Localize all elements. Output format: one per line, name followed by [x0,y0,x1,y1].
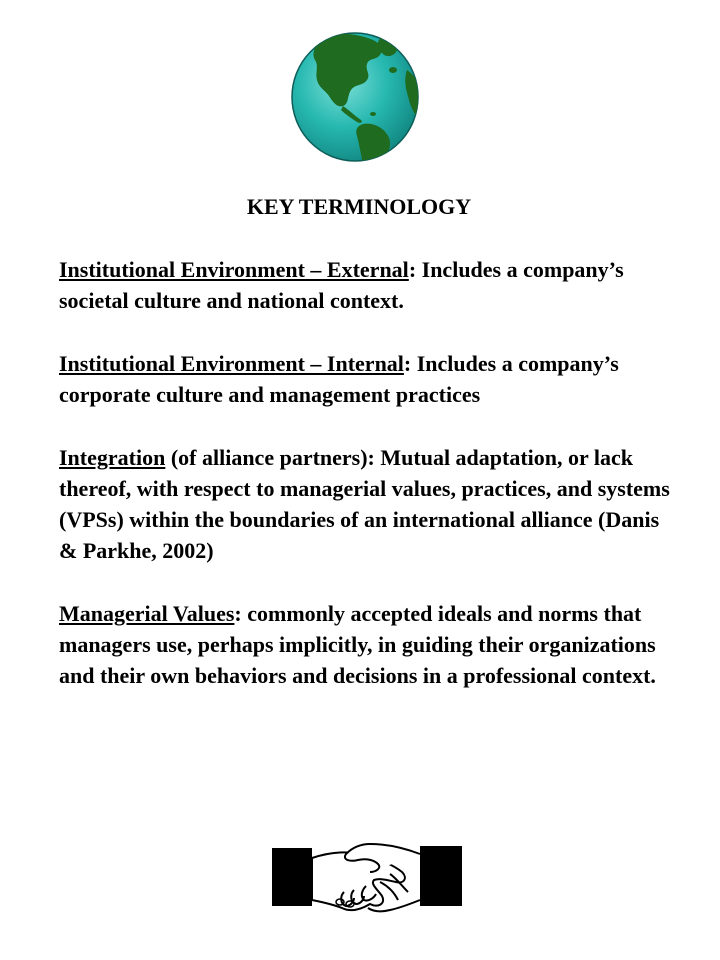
handshake-icon [270,838,466,920]
term-label: Integration [59,445,166,470]
definition-text: (of alliance partners): Mutual adaptation, or lack thereof, with respect to managerial values, practices, and systems (VPSs) within the boundaries of an international alliance (Danis & Parkhe, 2002) [59,445,670,563]
key-terminology-section [59,192,679,723]
definition-text: : commonly accepted ideals and norms that managers use, perhaps implicitly, in guiding their organizations and their own behaviors and decisions in a professional context. [59,601,656,688]
term-label: Managerial Values [59,601,235,626]
globe-icon [289,30,421,164]
definition-text: : Includes a company’s corporate culture and management practices [59,351,619,407]
definition-text: : Includes a company’s societal culture and national context. [59,257,624,313]
definition-managerial-values [59,598,679,691]
definition-internal-environment [59,348,679,410]
page-title: KEY TERMINOLOGY [246,194,472,219]
term-label: Institutional Environment – External [59,257,409,282]
definition-external-environment [59,254,679,316]
definition-integration [59,442,679,566]
term-label: Institutional Environment – Internal [59,351,404,376]
